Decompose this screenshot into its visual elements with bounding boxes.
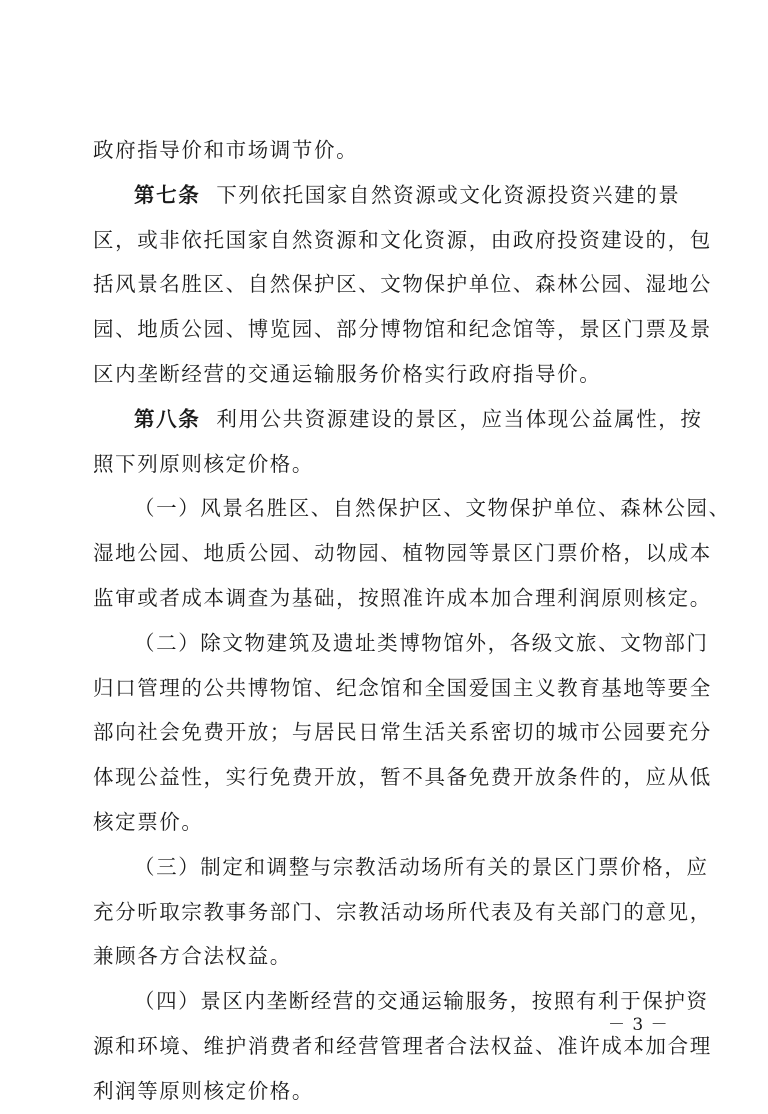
article-8-text: 利用公共资源建设的景区，应当体现公益属性，按 (216, 406, 703, 431)
clause-4-first-line: （四）景区内垄断经营的交通运输服务，按照有利于保护资 (134, 989, 709, 1014)
text-line: 照下列原则核定价格。 (93, 451, 314, 476)
text-line: 政府指导价和市场调节价。 (93, 138, 359, 162)
text-line: 括风景名胜区、自然保护区、文物保护单位、森林公园、湿地公 (93, 272, 712, 297)
text-line: 园、地质公园、博览园、部分博物馆和纪念馆等，景区门票及景 (93, 317, 712, 342)
clause-1-first-line: （一）风景名胜区、自然保护区、文物保护单位、森林公园、 (134, 496, 731, 521)
article-7-first-line (93, 173, 683, 218)
text-line: 归口管理的公共博物馆、纪念馆和全国爱国主义教育基地等要全 (93, 675, 712, 700)
text-line: 区内垄断经营的交通运输服务价格实行政府指导价。 (93, 361, 602, 386)
page-number: － 3 － (608, 1015, 669, 1035)
text-line: 部向社会免费开放；与居民日常生活关系密切的城市公园要充分 (93, 720, 712, 745)
article-7-text: 下列依托国家自然资源或文化资源投资兴建的景 (216, 182, 681, 207)
article-8-label: 第八条 (134, 406, 201, 431)
text-line: 核定票价。 (93, 809, 204, 834)
text-line: 体现公益性，实行免费开放，暂不具备免费开放条件的，应从低 (93, 765, 712, 790)
clause-2-first-line: （二）除文物建筑及遗址类博物馆外，各级文旅、文物部门 (134, 630, 709, 655)
text-line: 兼顾各方合法权益。 (93, 944, 292, 969)
article-8-first-line (93, 397, 703, 442)
text-line: 区，或非依托国家自然资源和文化资源，由政府投资建设的，包 (93, 227, 712, 252)
text-line: 源和环境、维护消费者和经营管理者合法权益、准许成本加合理 (93, 1033, 712, 1058)
text-line: 监审或者成本调查为基础，按照准许成本加合理利润原则核定。 (93, 585, 712, 610)
document-body (93, 128, 731, 1114)
article-7-label: 第七条 (134, 182, 201, 207)
text-line: 利润等原则核定价格。 (93, 1078, 314, 1103)
clause-3-first-line: （三）制定和调整与宗教活动场所有关的景区门票价格，应 (134, 854, 709, 879)
text-line: 湿地公园、地质公园、动物园、植物园等景区门票价格，以成本 (93, 541, 712, 566)
text-line: 充分听取宗教事务部门、宗教活动场所代表及有关部门的意见， (93, 899, 712, 924)
